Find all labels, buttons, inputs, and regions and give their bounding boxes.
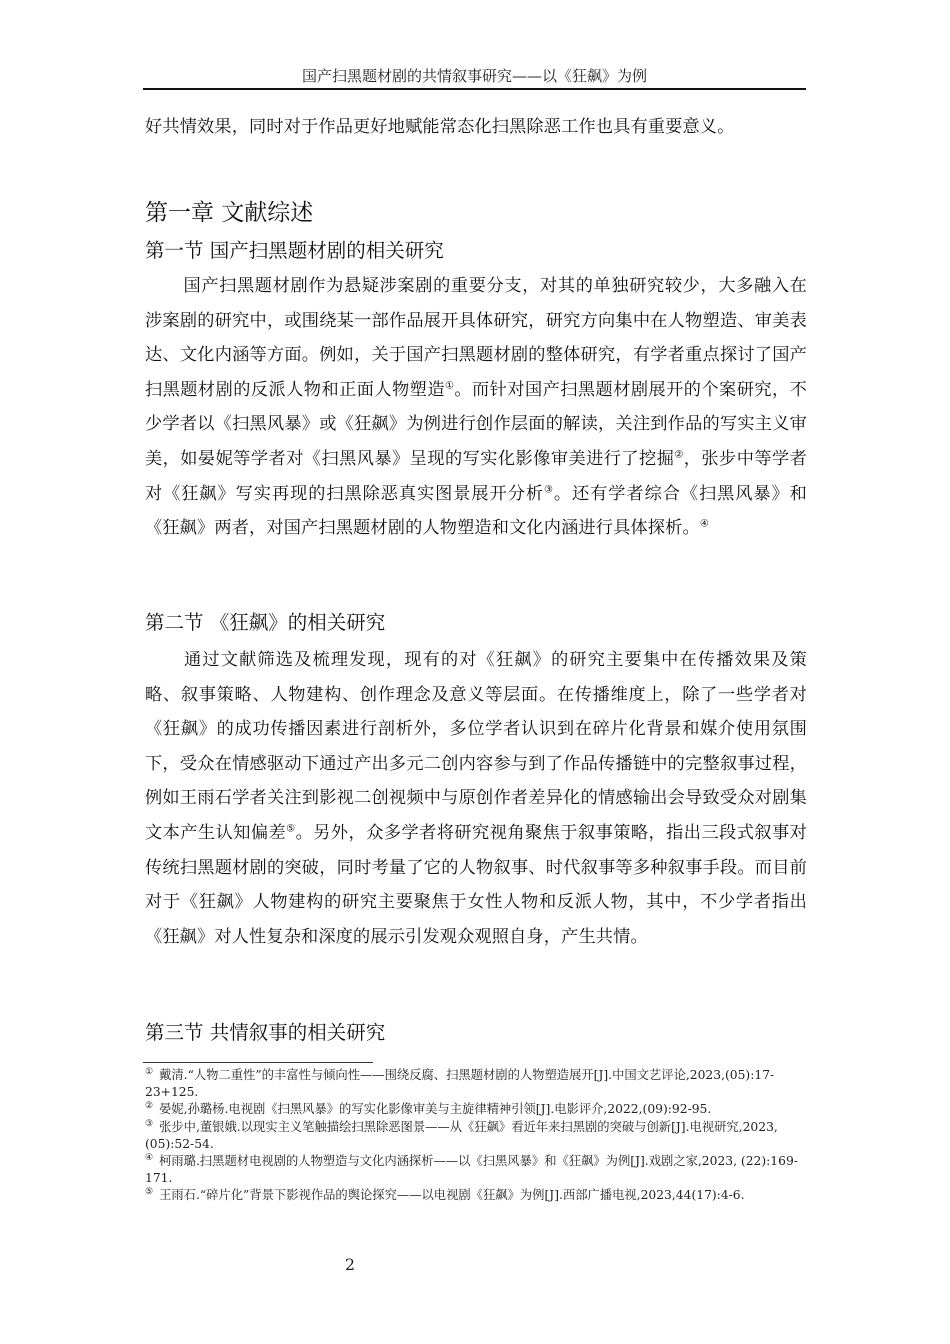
section-title-1: 第一节 国产扫黑题材剧的相关研究 [145, 239, 444, 262]
header-rule [143, 88, 806, 90]
footnote-ref-4[interactable]: ④ [699, 518, 709, 530]
footnote-text: 张步中,董银娥.以现实主义笔触描绘扫黑除恶图景——从《狂飙》看近年来扫黑剧的突破与创新[J].电视研究,2023,(05):52-54. [145, 1119, 778, 1151]
footnote-text: 晏妮,孙璐杨.电视剧《扫黑风暴》的写实化影像审美与主旋律精神引领[J].电影评介,2022,(09):92-95. [159, 1102, 712, 1117]
paragraph-text: 国产扫黑题材剧作为悬疑涉案剧的重要分支，对其的单独研究较少，大多融入在涉案剧的研究中，或围绕某一部作品展开具体研究，研究方向集中在人物塑造、审美表达、文化内涵等方面。例如，关于国产扫黑题材剧的整体研究，有学者重点探讨了国产扫黑题材剧的反派人物和正面人物塑造 [145, 276, 807, 400]
paragraph-text: 通过文献筛选及梳理发现，现有的对《狂飙》的研究主要集中在传播效果及策略、叙事策略、人物建构、创作理念及意义等层面。在传播维度上，除了一些学者对《狂飙》的成功传播因素进行剖析外，多位学者认识到在碎片化背景和媒介使用氛围下，受众在情感驱动下通过产出多元二创内容参与到了作品传播链中的完整叙事过程，例如王雨石学者关注到影视二创视频中与原创作者差异化的情感输出会导致受众对剧集文本产生认知偏差 [145, 650, 807, 843]
page-number: 2 [344, 1255, 356, 1274]
paragraph-text: ，张步中等学者对《狂飙》写实再现的扫黑除恶真实图景展开分析 [145, 448, 807, 504]
intro-continuation-paragraph: 好共情效果，同时对于作品更好地赋能常态化扫黑除恶工作也具有重要意义。 [145, 117, 735, 137]
footnote-text: 柯雨璐.扫黑题材电视剧的人物塑造与文化内涵探析——以《扫黑风暴》和《狂飙》为例[J].戏剧之家,2023, (22):169-171. [145, 1154, 798, 1186]
footnote-mark: ④ [145, 1152, 154, 1163]
footnote-4 [145, 1153, 807, 1187]
section-2-paragraph [145, 643, 807, 954]
footnote-mark: ② [145, 1101, 154, 1112]
footnote-mark: ① [145, 1066, 154, 1077]
footnote-ref-3[interactable]: ③ [543, 483, 554, 495]
footnote-mark: ⑤ [145, 1187, 154, 1198]
paragraph-text: 。还有学者综合《扫黑风暴》和《狂飙》两者，对国产扫黑题材剧的人物塑造和文化内涵进行具体探析。 [145, 483, 807, 539]
footnote-1 [145, 1067, 807, 1101]
section-title-2: 第二节 《狂飙》的相关研究 [145, 611, 386, 634]
paragraph-text: 。另外，众多学者将研究视角聚焦于叙事策略，指出三段式叙事对传统扫黑题材剧的突破，同时考量了它的人物叙事、时代叙事等多种叙事手段。而目前对于《狂飙》人物建构的研究主要聚焦于女性人物和反派人物，其中，不少学者指出《狂飙》对人性复杂和深度的展示引发观众观照自身，产生共情。 [145, 822, 808, 947]
footnote-ref-1[interactable]: ① [444, 380, 455, 392]
footnote-2 [145, 1101, 807, 1118]
chapter-title: 第一章 文献综述 [145, 200, 314, 226]
section-1-paragraph [145, 269, 807, 546]
running-header: 国产扫黑题材剧的共情叙事研究——以《狂飙》为例 [301, 67, 647, 85]
footnote-5 [145, 1187, 807, 1204]
footnote-ref-5[interactable]: ⑤ [286, 823, 296, 835]
footnote-text: 戴清.“人物二重性”的丰富性与倾向性——围绕反腐、扫黑题材剧的人物塑造展开[J].中国文艺评论,2023,(05):17-23+125. [145, 1068, 775, 1100]
footnote-3 [145, 1119, 807, 1153]
footnotes [145, 1067, 807, 1205]
footnote-ref-2[interactable]: ② [674, 449, 684, 461]
paragraph-text: 。而针对国产扫黑题材剧展开的个案研究，不少学者以《扫黑风暴》或《狂飙》为例进行创作层面的解读，关注到作品的写实主义审美，如晏妮等学者对《扫黑风暴》呈现的写实化影像审美进行了挖掘 [145, 379, 807, 469]
footnote-text: 王雨石.“碎片化”背景下影视作品的舆论探究——以电视剧《狂飙》为例[J].西部广播电视,2023,44(17):4-6. [159, 1188, 745, 1203]
footnote-separator [143, 1062, 373, 1063]
section-title-3: 第三节 共情叙事的相关研究 [145, 1021, 386, 1044]
footnote-mark: ③ [145, 1118, 154, 1129]
